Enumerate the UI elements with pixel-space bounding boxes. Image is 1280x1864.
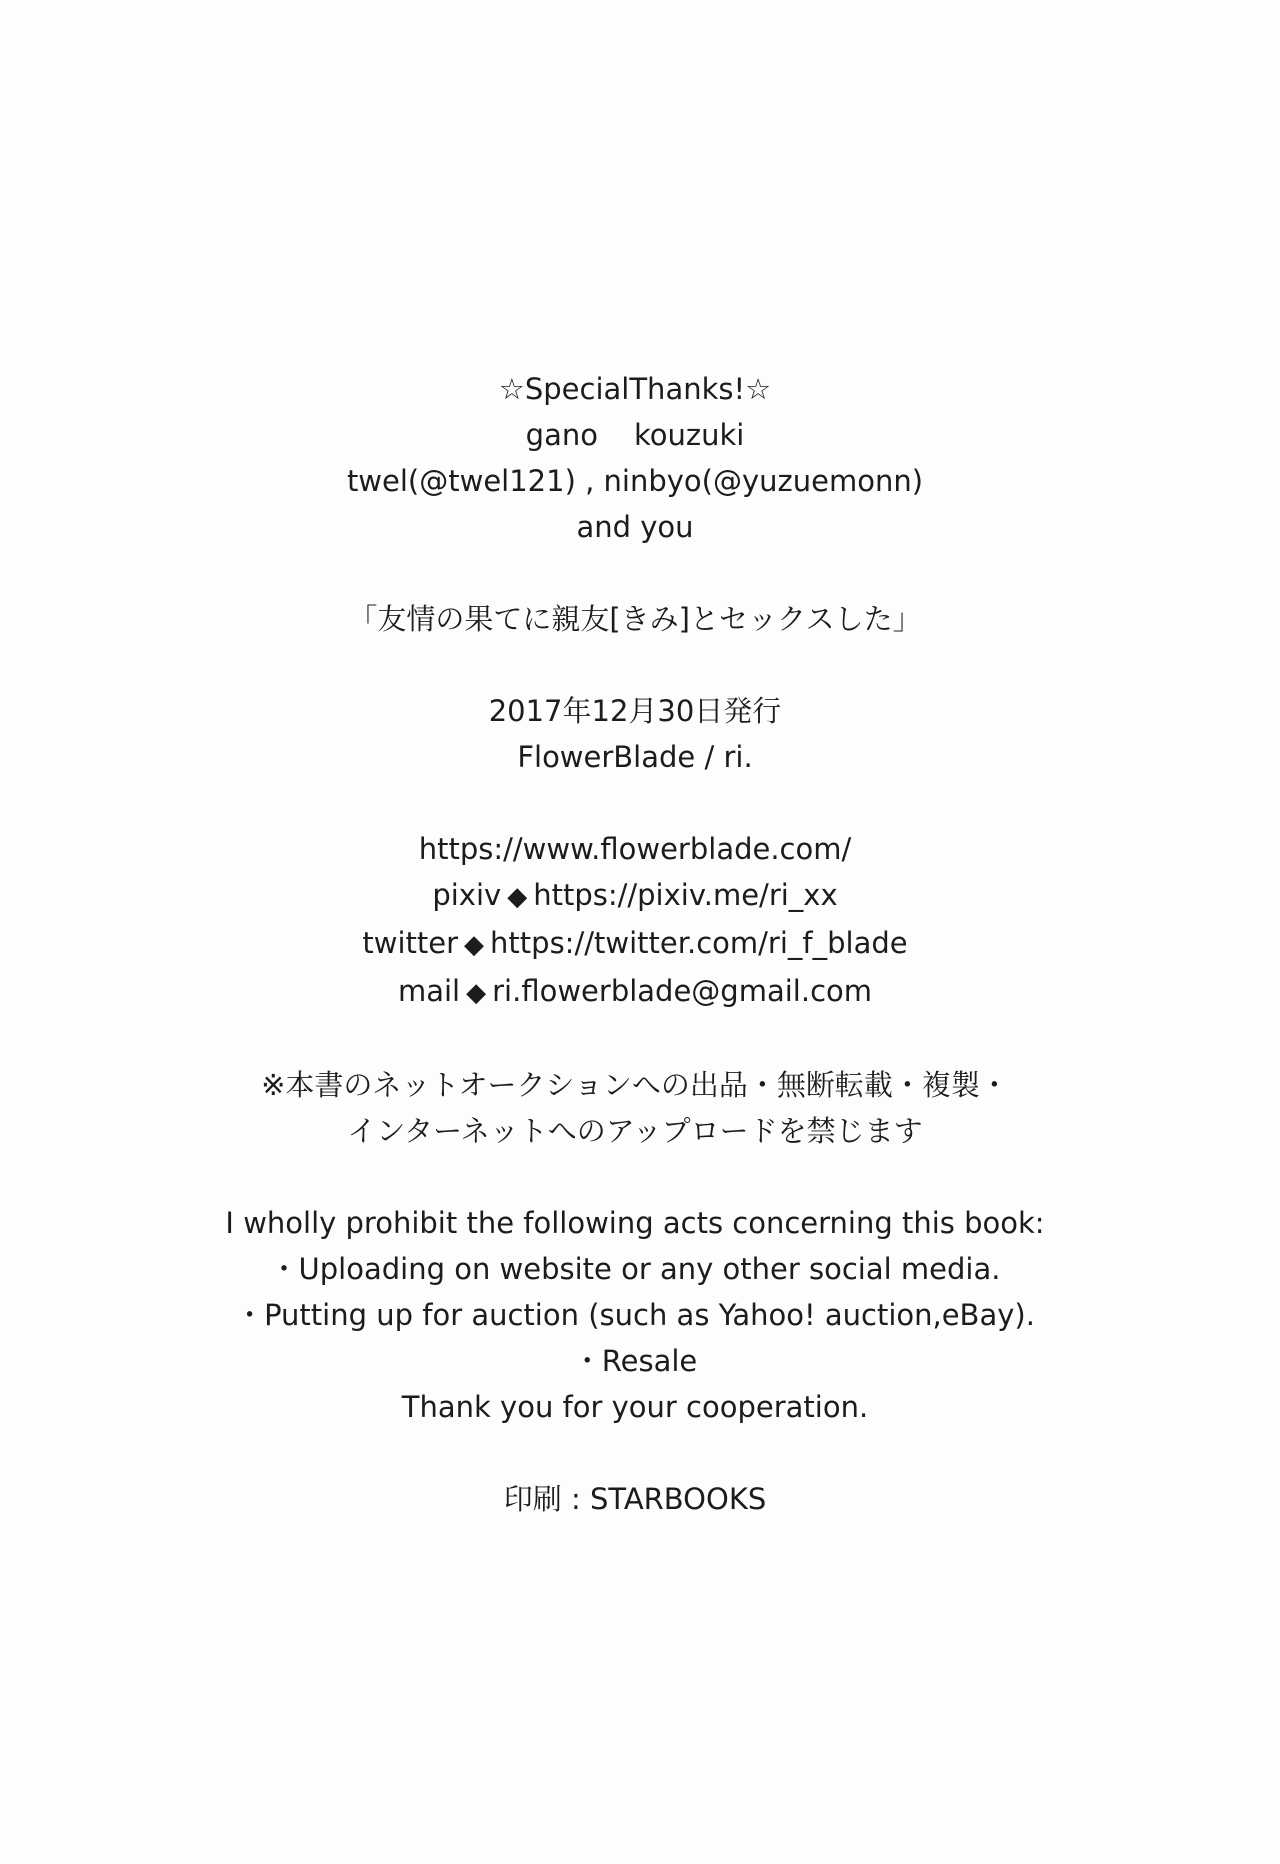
diamond-icon: ◆ [507, 882, 528, 912]
website-link: https://www.flowerblade.com/ [418, 832, 852, 866]
publication-date: 2017年12月30日発行 [488, 694, 782, 728]
notice-jp-line-2: インターネットへのアップロードを禁じます [347, 1114, 923, 1148]
printer-credit: 印刷 : STARBOOKS [503, 1482, 767, 1516]
mail-address: ri.flowerblade@gmail.com [492, 974, 872, 1008]
notice-en-line-5: Thank you for your cooperation. [401, 1390, 869, 1424]
notice-en-line-3: ・Putting up for auction (such as Yahoo! auction,eBay). [235, 1298, 1035, 1332]
pixiv-url: https://pixiv.me/ri_xx [533, 878, 838, 912]
pixiv-link-line [0, 872, 1270, 920]
diamond-icon: ◆ [464, 930, 485, 960]
twitter-label: twitter [362, 926, 459, 960]
thanks-name-gano: gano [525, 418, 598, 452]
special-thanks-twitter-names: twel(@twel121) , ninbyo(@yuzuemonn) [346, 464, 924, 498]
pixiv-label: pixiv [432, 878, 502, 912]
notice-en-line-2: ・Uploading on website or any other social media. [269, 1252, 1001, 1286]
twitter-link-line [0, 920, 1270, 968]
diamond-icon: ◆ [466, 978, 487, 1008]
special-thanks-and-you: and you [576, 510, 694, 544]
twitter-url: https://twitter.com/ri_f_blade [490, 926, 908, 960]
notice-jp-line-1: ※本書のネットオークションへの出品・無断転載・複製・ [261, 1068, 1009, 1102]
notice-en-line-1: I wholly prohibit the following acts concerning this book: [225, 1206, 1045, 1240]
special-thanks-heading: ☆SpecialThanks!☆ [498, 372, 772, 406]
special-thanks-names [0, 412, 1270, 458]
book-title: 「友情の果てに親友[きみ]とセックスした」 [348, 602, 922, 636]
mail-label: mail [397, 974, 461, 1008]
mail-link-line [0, 968, 1270, 1016]
notice-en-line-4: ・Resale [572, 1344, 698, 1378]
circle-name: FlowerBlade / ri. [517, 740, 753, 774]
colophon-text-block [0, 366, 1270, 1522]
thanks-name-kouzuki: kouzuki [633, 418, 745, 452]
